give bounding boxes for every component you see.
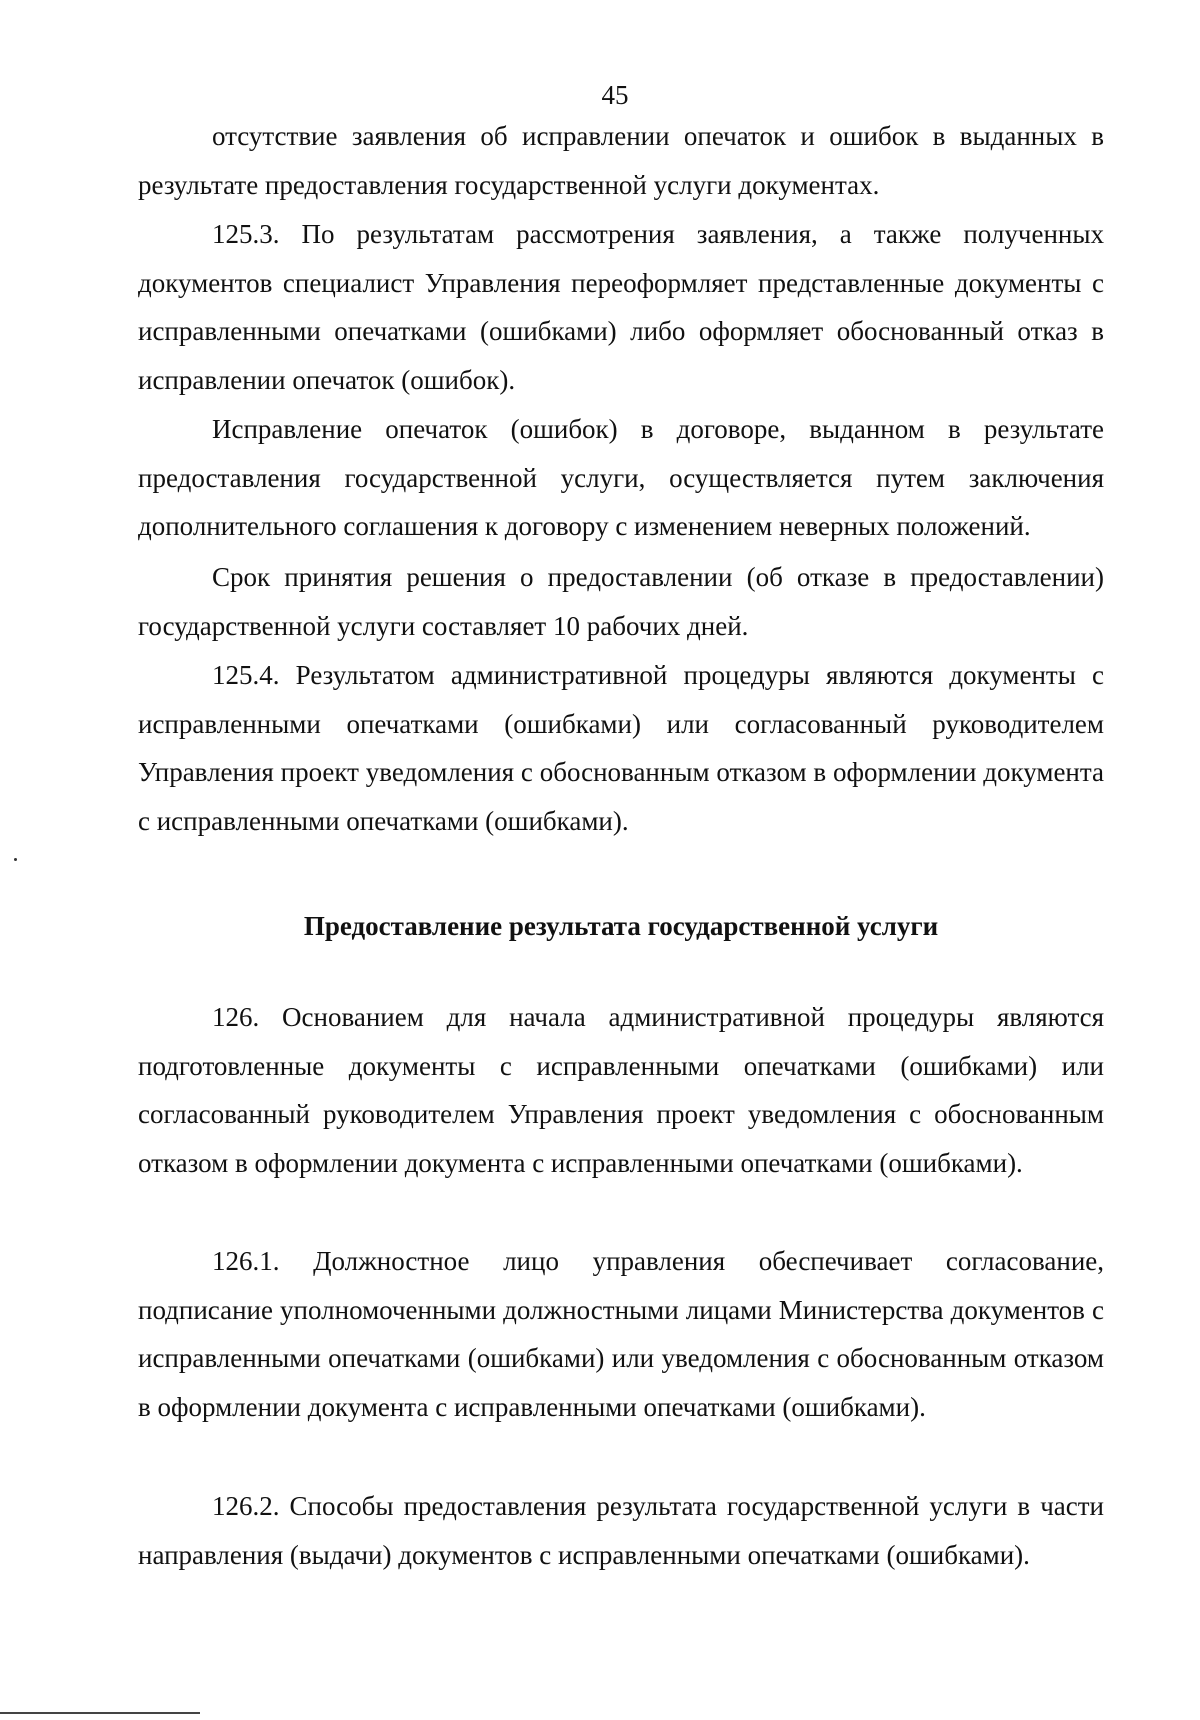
page-number: 45 [601,80,629,110]
paragraph-decision-term: Срок принятия решения о предоставлении (об отказе в предоставлении) государственной услуги составляет 10 рабочих дней. [138,562,1104,641]
scan-artifact-line [0,1712,200,1714]
scan-artifact-dot [14,858,17,861]
paragraph-126: 126. Основанием для начала административной процедуры являются подготовленные документы с исправленными опечатками (ошибками) или согласованный руководителем Управления проект уведомления с обоснованным отказом в оформлении документа с исправленными опечатками (ошибками). [138,1002,1104,1178]
section-heading: Предоставление результата государственной услуги [303,911,939,941]
paragraph-126-2: 126.2. Способы предоставления результата государственной услуги в части направления (выдачи) документов с исправленными опечатками (ошибками). [138,1491,1104,1570]
paragraph-corrections-contract: Исправление опечаток (ошибок) в договоре, выданном в результате предоставления государственной услуги, осуществляется путем заключения дополнительного соглашения к договору с изменением неверных положений. [138,414,1104,541]
paragraph-126-1: 126.1. Должностное лицо управления обеспечивает согласование, подписание уполномоченными должностными лицами Министерства документов с исправленными опечатками (ошибками) или уведомления с обоснованным отказом в оформлении документа с исправленными опечатками (ошибками). [138,1246,1104,1422]
paragraph-continuation: отсутствие заявления об исправлении опечаток и ошибок в выданных в результате предоставления государственной услуги документах. [138,121,1104,200]
paragraph-125-3: 125.3. По результатам рассмотрения заявления, а также полученных документов специалист Управления переоформляет представленные документы с исправленными опечатками (ошибками) либо оформляет обоснованный отказ в исправлении опечаток (ошибок). [138,219,1104,395]
paragraph-125-4: 125.4. Результатом административной процедуры являются документы с исправленными опечатками (ошибками) или согласованный руководителем Управления проект уведомления с обоснованным отказом в оформлении документа с исправленными опечатками (ошибками). [138,660,1104,836]
